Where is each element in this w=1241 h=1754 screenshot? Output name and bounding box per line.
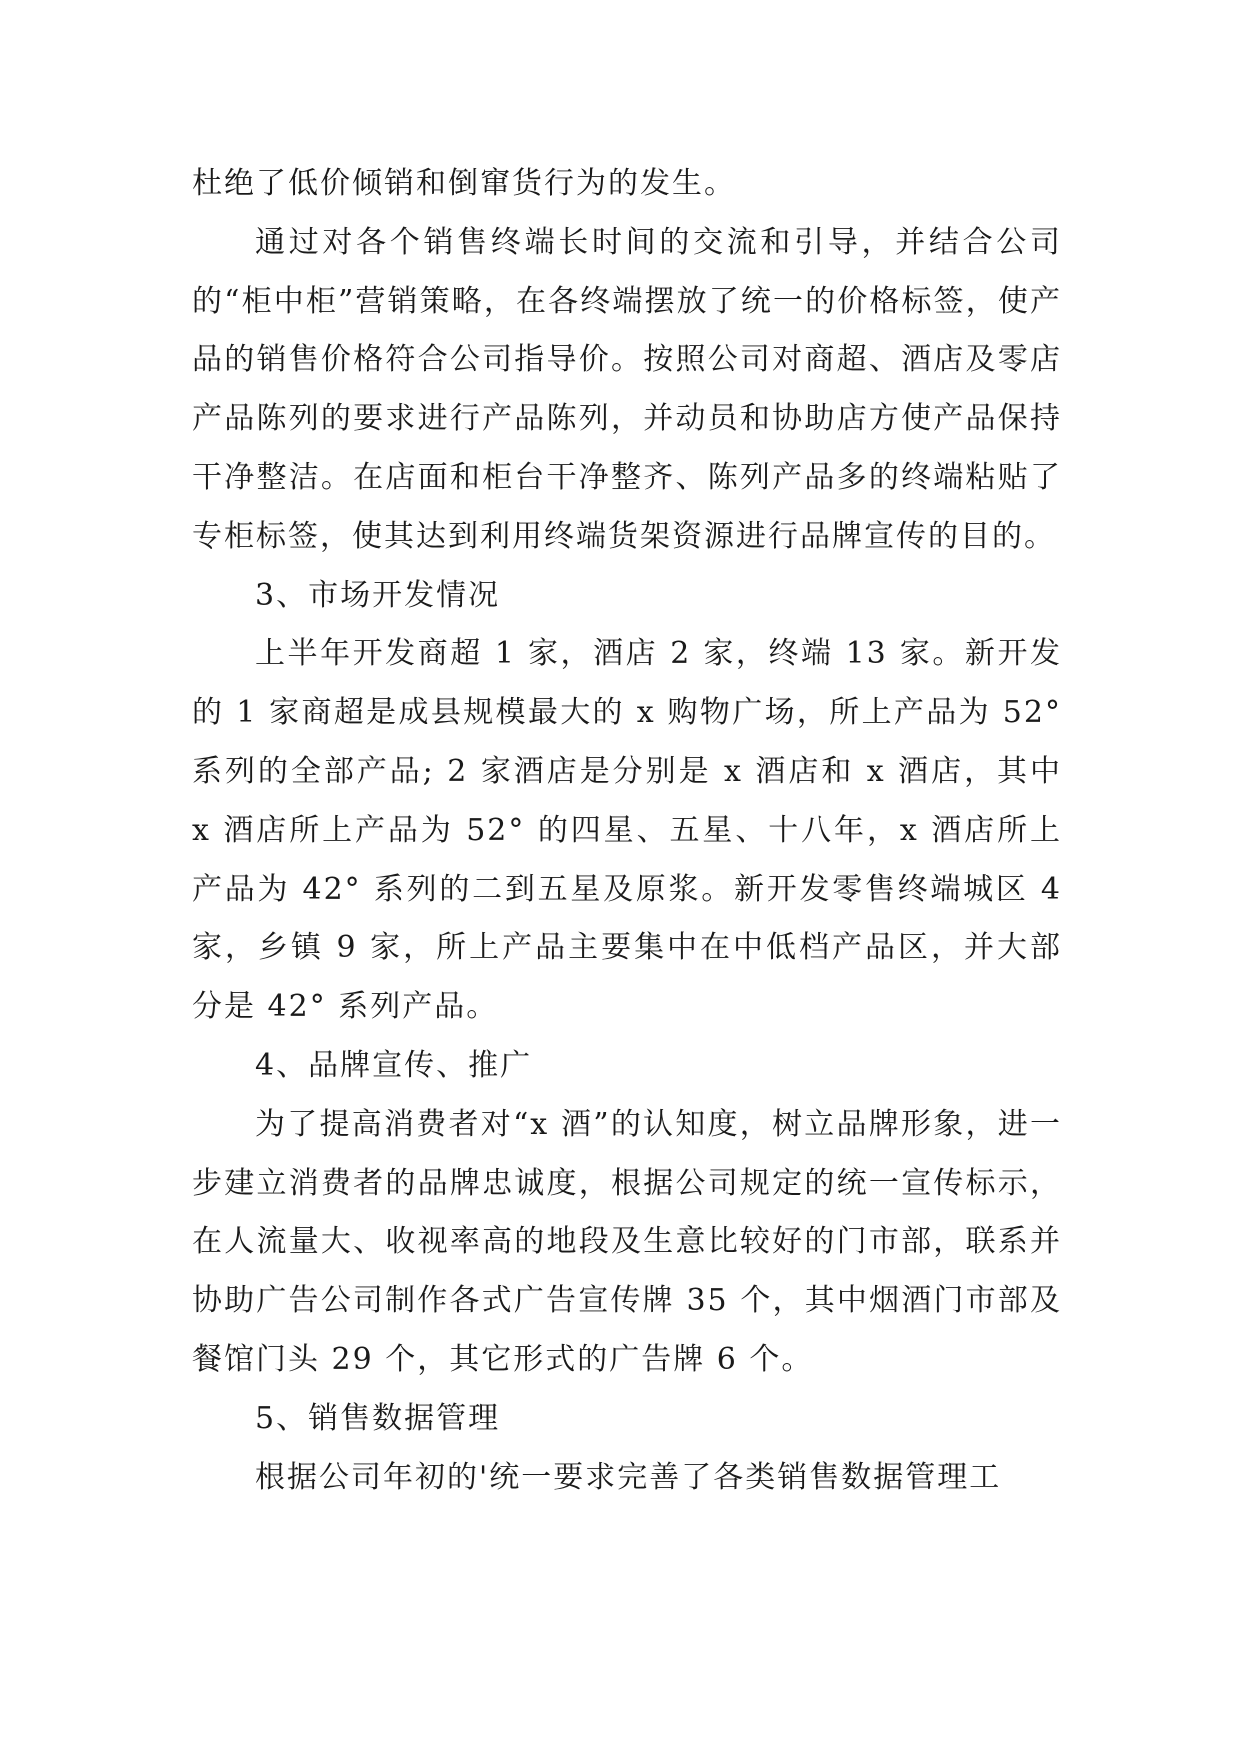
paragraph-terminal-guidance: 通过对各个销售终端长时间的交流和引导，并结合公司的“柜中柜”营销策略，在各终端摆放了统一的价格标签，使产品的销售价格符合公司指导价。按照公司对商超、酒店及零店产品陈列的要求进行产品陈列，并动员和协助店方使产品保持干净整洁。在店面和柜台干净整齐、陈列产品多的终端粘贴了专柜标签，使其达到利用终端货架资源进行品牌宣传的目的。 [192,224,1062,554]
paragraph-market-development: 上半年开发商超 1 家，酒店 2 家，终端 13 家。新开发的 1 家商超是成县规模最大的 x 购物广场，所上产品为 52°系列的全部产品; 2 家酒店是分别是 x 酒店和 x 酒店，其中 x 酒店所上产品为 52° 的四星、五星、十八年，x 酒店所上产品为 42° 系列的二到五星及原浆。新开发零售终端城区 4 家，乡镇 9 家，所上产品主要集中在中低档产品区，并大部分是 42° 系列产品。 [192,636,1062,1025]
paragraph-sales-data: 根据公司年初的'统一要求完善了各类销售数据管理工 [255,1459,1002,1495]
paragraph-brand-promotion: 为了提高消费者对“x 酒”的认知度，树立品牌形象，进一步建立消费者的品牌忠诚度，根据公司规定的统一宣传标示，在人流量大、收视率高的地段及生意比较好的门市部，联系并协助广告公司制作各式广告宣传牌 35 个，其中烟酒门市部及餐馆门头 29 个，其它形式的广告牌 6 个。 [192,1106,1062,1377]
section-heading-brand-promotion: 4、品牌宣传、推广 [255,1047,533,1083]
document-body [192,155,1062,1507]
paragraph-continuation: 杜绝了低价倾销和倒窜货行为的发生。 [192,166,736,201]
section-heading-sales-data: 5、销售数据管理 [255,1400,501,1436]
section-heading-market-development: 3、市场开发情况 [255,577,501,613]
